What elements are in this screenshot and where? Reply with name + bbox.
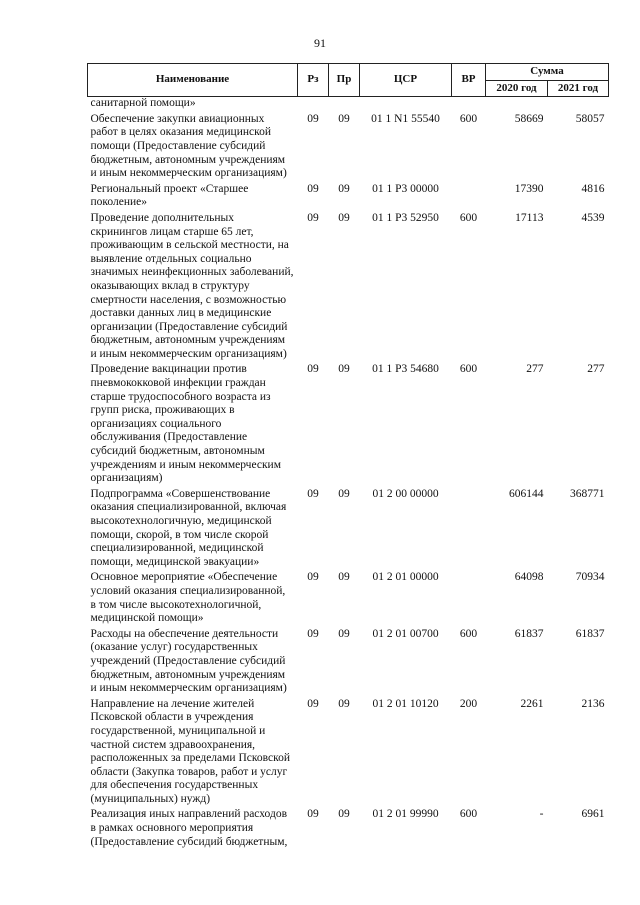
cell-sum-2021: 277 [587,363,605,376]
cell-csr: 01 2 01 99990 [372,808,439,821]
cell-vr: 600 [459,112,478,125]
cell-csr: 01 2 01 00000 [372,571,439,584]
cell-sum-2021: 4816 [581,182,605,195]
cell-csr: 01 2 01 00700 [372,627,439,640]
header-year-2020: 2020 год [486,80,548,97]
cell-rz: 09 [307,211,319,224]
cell-vr [452,97,486,113]
cell-csr: 01 2 00 00000 [372,487,439,500]
cell-sum-2020 [486,97,548,113]
table-row [88,363,609,487]
table-row [88,698,609,809]
table-row [88,571,609,627]
cell-vr: 600 [459,211,478,224]
cell-vr [452,183,486,212]
cell-csr: 01 1 N1 55540 [371,112,440,125]
cell-csr: 01 2 01 10120 [372,697,439,710]
cell-name: Расходы на обеспечение деятельности (оказание услуг) государственных учреждений (Предоставление субсидий бюджетным, автономным учреждениям и иным некоммерческим организациям) [90,627,287,695]
header-sum: Сумма [486,64,609,81]
cell-name: Реализация иных направлений расходов в рамках основного мероприятия (Предоставление субсидий бюджетным, [90,808,288,848]
cell-rz: 09 [307,112,319,125]
cell-sum-2020: 277 [526,363,544,376]
header-year-2021: 2021 год [548,80,609,97]
cell-rz: 09 [307,182,319,195]
cell-rz: 09 [307,808,319,821]
cell-rz: 09 [307,697,319,710]
cell-sum-2020: 64098 [514,571,544,584]
header-rz: Рз [298,64,329,97]
table-row [88,628,609,698]
cell-vr: 600 [459,363,478,376]
cell-pr: 09 [338,487,350,500]
cell-name: Проведение вакцинации против пневмококковой инфекции граждан старше трудоспособного возраста из групп риска, проживающих в организациях социального обслуживания (Предоставление субсидий бюджетным, автономным учреждениям и иным некоммерческим организациям) [90,363,281,485]
header-vr: ВР [452,64,486,97]
cell-vr [452,488,486,572]
table-row [88,113,609,183]
cell-name: Региональный проект «Старшее поколение» [90,182,249,209]
table-row [88,212,609,364]
cell-vr [452,571,486,627]
cell-pr: 09 [338,697,350,710]
cell-pr: 09 [338,363,350,376]
header-pr: Пр [329,64,360,97]
cell-sum-2021 [548,97,609,113]
header-csr: ЦСР [360,64,452,97]
cell-vr: 600 [459,627,478,640]
cell-pr: 09 [338,571,350,584]
cell-rz: 09 [307,487,319,500]
cell-name: Подпрограмма «Совершенствование оказания специализированной, включая высокотехнологичную, медицинской помощи, скорой, в том числе скорой специализированной, медицинской помощи, медицинской эвакуации» [90,487,287,568]
cell-sum-2021: 4539 [581,211,605,224]
table-row [88,488,609,572]
page-number: 91 [314,36,326,50]
cell-sum-2021: 2136 [581,697,605,710]
table-row [88,183,609,212]
cell-sum-2021: 61837 [575,627,605,640]
budget-table [87,63,609,851]
cell-name: Направление на лечение жителей Псковской области в учреждения государственной, муниципальной и частной систем здравоохранения, расположенных за пределами Псковской области (Закупка товаров, работ и услуг для обеспечения государственных (муниципальных) нужд) [90,697,290,805]
cell-rz: 09 [307,363,319,376]
cell-vr: 600 [459,808,478,821]
cell-csr: 01 1 P3 54680 [372,363,439,376]
cell-sum-2020: 606144 [509,487,544,500]
cell-sum-2020: 17113 [515,211,544,224]
cell-sum-2021: 70934 [575,571,605,584]
cell-sum-2020: 2261 [520,697,544,710]
header-name: Наименование [88,64,298,97]
cell-sum-2020: - [539,808,544,821]
cell-csr: 01 1 P3 00000 [372,182,439,195]
cell-name: Проведение дополнительных скринингов лицам старше 65 лет, проживающим в сельской местности, на выявление отдельных социально значимых неинфекционных заболеваний, оказывающих вклад в структуру смертности населения, с возможностью доставки данных лиц в медицинские организации (Предоставление субсидий бюджетным, автономным учреждениям и иным некоммерческим организациям) [90,211,294,360]
cell-sum-2020: 61837 [514,627,544,640]
cell-pr: 09 [338,627,350,640]
cell-pr: 09 [338,112,350,125]
cell-pr: 09 [338,211,350,224]
cell-rz: 09 [307,571,319,584]
cell-sum-2021: 6961 [581,808,605,821]
table-row [88,97,609,113]
cell-sum-2021: 368771 [570,487,605,500]
table-header [88,64,609,97]
cell-csr [360,97,452,113]
table-row [88,808,609,851]
cell-sum-2020: 17390 [514,182,544,195]
cell-sum-2020: 58669 [514,112,544,125]
cell-rz [298,97,329,113]
table-body [88,97,609,852]
cell-pr [329,97,360,113]
cell-pr: 09 [338,182,350,195]
cell-pr: 09 [338,808,350,821]
cell-sum-2021: 58057 [575,112,605,125]
cell-vr: 200 [459,697,478,710]
cell-name: санитарной помощи» [90,97,196,110]
cell-name: Обеспечение закупки авиационных работ в целях оказания медицинской помощи (Предоставление субсидий бюджетным, автономным учреждениям и иным некоммерческим организациям) [90,112,287,180]
cell-csr: 01 1 P3 52950 [372,211,439,224]
cell-name: Основное мероприятие «Обеспечение условий оказания специализированной, в том числе высокотехнологичной, медицинской помощи» [90,571,286,625]
cell-rz: 09 [307,627,319,640]
